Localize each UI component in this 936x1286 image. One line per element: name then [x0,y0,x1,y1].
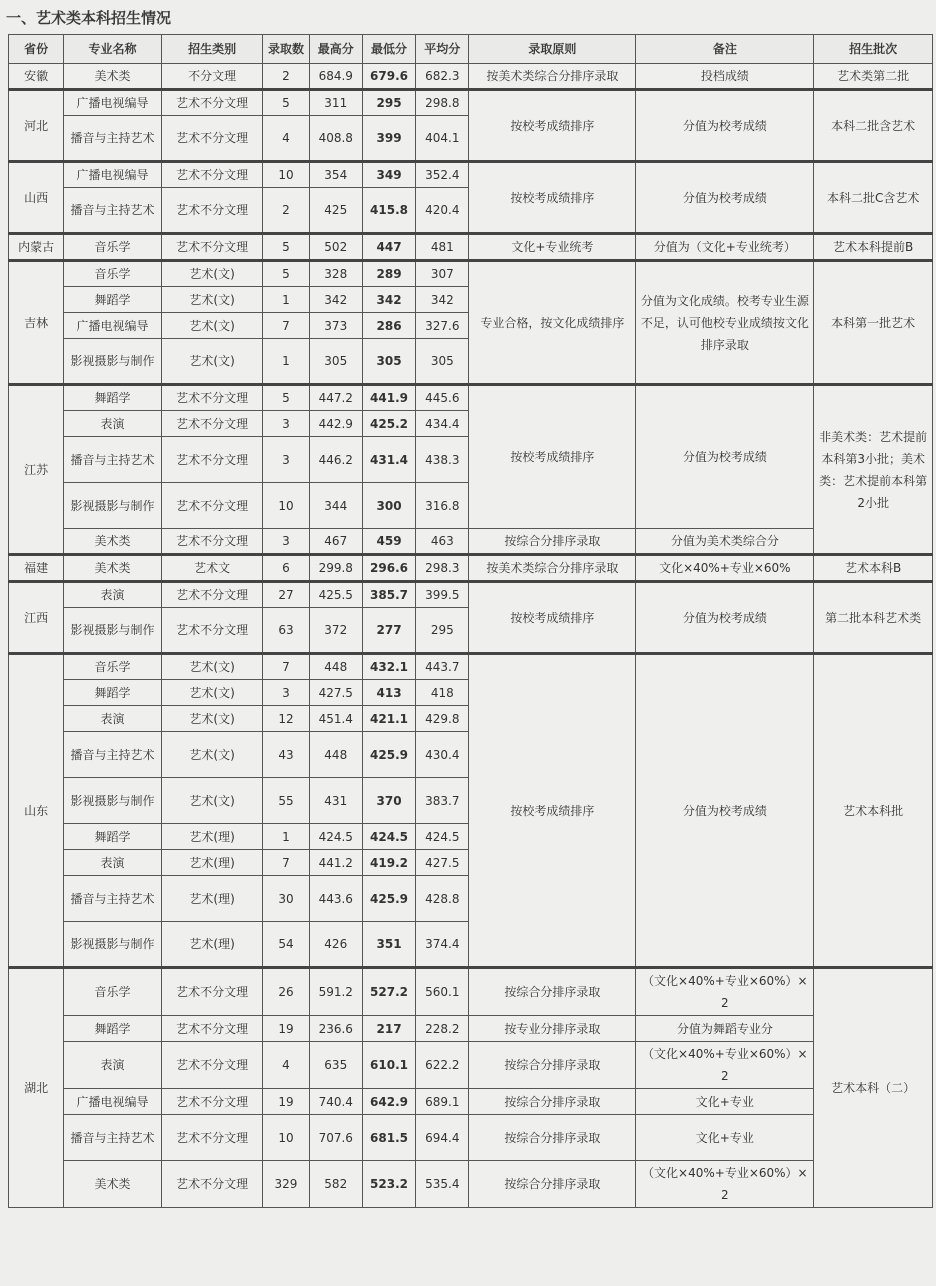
max-score-cell: 408.8 [309,116,362,162]
batch-cell: 非美术类：艺术提前本科第3小批；美术类：艺术提前本科第2小批 [814,385,933,555]
principle-cell: 按校考成绩排序 [469,582,636,654]
min-score-cell: 295 [362,90,415,116]
count-cell: 10 [263,162,309,188]
count-cell: 1 [263,287,309,313]
min-score-cell: 289 [362,261,415,287]
avg-score-cell: 463 [416,529,469,555]
count-cell: 5 [263,385,309,411]
note-cell: （文化×40%+专业×60%）×2 [636,968,814,1016]
category-cell: 艺术不分文理 [161,483,263,529]
min-score-cell: 217 [362,1016,415,1042]
major-cell: 美术类 [64,1161,162,1208]
count-cell: 4 [263,1042,309,1089]
table-row [9,555,933,582]
table-row [9,654,933,680]
avg-score-cell: 298.3 [416,555,469,582]
avg-score-cell: 307 [416,261,469,287]
max-score-cell: 448 [309,654,362,680]
min-score-cell: 421.1 [362,706,415,732]
category-cell: 艺术(文) [161,654,263,680]
major-cell: 播音与主持艺术 [64,188,162,234]
major-cell: 播音与主持艺术 [64,116,162,162]
count-cell: 6 [263,555,309,582]
batch-cell: 第二批本科艺术类 [814,582,933,654]
min-score-cell: 425.9 [362,732,415,778]
major-cell: 音乐学 [64,234,162,261]
count-cell: 5 [263,90,309,116]
avg-score-cell: 481 [416,234,469,261]
min-score-cell: 399 [362,116,415,162]
max-score-cell: 451.4 [309,706,362,732]
note-cell: 分值为舞蹈专业分 [636,1016,814,1042]
max-score-cell: 372 [309,608,362,654]
major-cell: 广播电视编导 [64,313,162,339]
count-cell: 10 [263,483,309,529]
count-cell: 4 [263,116,309,162]
count-cell: 27 [263,582,309,608]
category-cell: 艺术(文) [161,287,263,313]
table-row [9,90,933,116]
table-row [9,1042,933,1089]
table-row [9,234,933,261]
min-score-cell: 277 [362,608,415,654]
category-cell: 艺术不分文理 [161,529,263,555]
table-row [9,1161,933,1208]
major-cell: 舞蹈学 [64,287,162,313]
avg-score-cell: 694.4 [416,1115,469,1161]
major-cell: 舞蹈学 [64,680,162,706]
avg-score-cell: 352.4 [416,162,469,188]
batch-cell: 本科二批含艺术 [814,90,933,162]
category-cell: 艺术不分文理 [161,411,263,437]
category-cell: 艺术不分文理 [161,1089,263,1115]
avg-score-cell: 295 [416,608,469,654]
note-cell: 文化+专业 [636,1115,814,1161]
category-cell: 艺术不分文理 [161,582,263,608]
category-cell: 艺术不分文理 [161,90,263,116]
principle-cell: 按综合分排序录取 [469,1042,636,1089]
major-cell: 表演 [64,1042,162,1089]
major-cell: 播音与主持艺术 [64,1115,162,1161]
principle-cell: 专业合格，按文化成绩排序 [469,261,636,385]
max-score-cell: 425.5 [309,582,362,608]
major-cell: 表演 [64,850,162,876]
province-cell: 内蒙古 [9,234,64,261]
note-cell: （文化×40%+专业×60%）×2 [636,1161,814,1208]
province-cell: 河北 [9,90,64,162]
avg-score-cell: 418 [416,680,469,706]
min-score-cell: 415.8 [362,188,415,234]
min-score-cell: 342 [362,287,415,313]
batch-cell: 艺术本科（二） [814,968,933,1208]
avg-score-cell: 404.1 [416,116,469,162]
count-cell: 5 [263,234,309,261]
table-row [9,385,933,411]
major-cell: 音乐学 [64,968,162,1016]
max-score-cell: 441.2 [309,850,362,876]
min-score-cell: 425.2 [362,411,415,437]
province-cell: 江苏 [9,385,64,555]
count-cell: 30 [263,876,309,922]
min-score-cell: 610.1 [362,1042,415,1089]
col-header-avg: 平均分 [416,35,469,64]
province-cell: 福建 [9,555,64,582]
avg-score-cell: 399.5 [416,582,469,608]
category-cell: 艺术(理) [161,850,263,876]
category-cell: 艺术(文) [161,313,263,339]
count-cell: 7 [263,313,309,339]
min-score-cell: 459 [362,529,415,555]
max-score-cell: 305 [309,339,362,385]
min-score-cell: 305 [362,339,415,385]
min-score-cell: 349 [362,162,415,188]
note-cell: （文化×40%+专业×60%）×2 [636,1042,814,1089]
category-cell: 艺术不分文理 [161,608,263,654]
major-cell: 广播电视编导 [64,90,162,116]
col-header-max: 最高分 [309,35,362,64]
table-row [9,529,933,555]
note-cell: 分值为（文化+专业统考） [636,234,814,261]
col-header-batch: 招生批次 [814,35,933,64]
category-cell: 艺术(文) [161,680,263,706]
max-score-cell: 431 [309,778,362,824]
col-header-note: 备注 [636,35,814,64]
avg-score-cell: 298.8 [416,90,469,116]
province-cell: 山东 [9,654,64,968]
col-header-count: 录取数 [263,35,309,64]
count-cell: 26 [263,968,309,1016]
major-cell: 舞蹈学 [64,1016,162,1042]
count-cell: 63 [263,608,309,654]
count-cell: 3 [263,437,309,483]
avg-score-cell: 429.8 [416,706,469,732]
min-score-cell: 300 [362,483,415,529]
category-cell: 艺术不分文理 [161,968,263,1016]
major-cell: 广播电视编导 [64,162,162,188]
category-cell: 艺术不分文理 [161,162,263,188]
max-score-cell: 311 [309,90,362,116]
major-cell: 美术类 [64,64,162,90]
max-score-cell: 424.5 [309,824,362,850]
min-score-cell: 642.9 [362,1089,415,1115]
category-cell: 艺术不分文理 [161,1016,263,1042]
avg-score-cell: 420.4 [416,188,469,234]
table-row [9,968,933,1016]
min-score-cell: 441.9 [362,385,415,411]
min-score-cell: 432.1 [362,654,415,680]
avg-score-cell: 535.4 [416,1161,469,1208]
note-cell: 分值为校考成绩 [636,162,814,234]
min-score-cell: 431.4 [362,437,415,483]
avg-score-cell: 443.7 [416,654,469,680]
avg-score-cell: 342 [416,287,469,313]
col-header-major: 专业名称 [64,35,162,64]
max-score-cell: 447.2 [309,385,362,411]
category-cell: 艺术不分文理 [161,188,263,234]
count-cell: 43 [263,732,309,778]
min-score-cell: 679.6 [362,64,415,90]
category-cell: 艺术(理) [161,876,263,922]
min-score-cell: 447 [362,234,415,261]
section-title: 一、艺术类本科招生情况 [6,9,172,27]
major-cell: 表演 [64,706,162,732]
province-cell: 山西 [9,162,64,234]
min-score-cell: 419.2 [362,850,415,876]
max-score-cell: 707.6 [309,1115,362,1161]
category-cell: 艺术(文) [161,339,263,385]
principle-cell: 按校考成绩排序 [469,654,636,968]
max-score-cell: 502 [309,234,362,261]
category-cell: 艺术(理) [161,922,263,968]
principle-cell: 按综合分排序录取 [469,529,636,555]
max-score-cell: 591.2 [309,968,362,1016]
count-cell: 2 [263,188,309,234]
max-score-cell: 373 [309,313,362,339]
major-cell: 影视摄影与制作 [64,608,162,654]
major-cell: 广播电视编导 [64,1089,162,1115]
major-cell: 表演 [64,411,162,437]
count-cell: 1 [263,824,309,850]
min-score-cell: 351 [362,922,415,968]
major-cell: 美术类 [64,529,162,555]
max-score-cell: 236.6 [309,1016,362,1042]
max-score-cell: 354 [309,162,362,188]
category-cell: 艺术不分文理 [161,1115,263,1161]
batch-cell: 艺术本科提前B [814,234,933,261]
count-cell: 12 [263,706,309,732]
max-score-cell: 442.9 [309,411,362,437]
category-cell: 艺术不分文理 [161,1042,263,1089]
category-cell: 艺术不分文理 [161,234,263,261]
count-cell: 3 [263,680,309,706]
principle-cell: 按校考成绩排序 [469,162,636,234]
principle-cell: 按校考成绩排序 [469,385,636,529]
max-score-cell: 342 [309,287,362,313]
max-score-cell: 740.4 [309,1089,362,1115]
count-cell: 1 [263,339,309,385]
batch-cell: 本科二批C含艺术 [814,162,933,234]
min-score-cell: 424.5 [362,824,415,850]
header-row [9,35,933,64]
province-cell: 湖北 [9,968,64,1208]
batch-cell: 艺术本科B [814,555,933,582]
avg-score-cell: 316.8 [416,483,469,529]
note-cell: 投档成绩 [636,64,814,90]
principle-cell: 按综合分排序录取 [469,968,636,1016]
category-cell: 不分文理 [161,64,263,90]
principle-cell: 按美术类综合分排序录取 [469,555,636,582]
admission-table [8,34,933,1208]
major-cell: 舞蹈学 [64,385,162,411]
province-cell: 江西 [9,582,64,654]
count-cell: 19 [263,1016,309,1042]
principle-cell: 按综合分排序录取 [469,1161,636,1208]
note-cell: 分值为美术类综合分 [636,529,814,555]
min-score-cell: 523.2 [362,1161,415,1208]
min-score-cell: 681.5 [362,1115,415,1161]
avg-score-cell: 228.2 [416,1016,469,1042]
min-score-cell: 286 [362,313,415,339]
major-cell: 音乐学 [64,261,162,287]
batch-cell: 艺术类第二批 [814,64,933,90]
major-cell: 影视摄影与制作 [64,778,162,824]
table-row [9,64,933,90]
max-score-cell: 684.9 [309,64,362,90]
province-cell: 吉林 [9,261,64,385]
max-score-cell: 328 [309,261,362,287]
col-header-min: 最低分 [362,35,415,64]
note-cell: 文化+专业 [636,1089,814,1115]
table-row [9,162,933,188]
note-cell: 分值为校考成绩 [636,582,814,654]
major-cell: 音乐学 [64,654,162,680]
avg-score-cell: 682.3 [416,64,469,90]
avg-score-cell: 427.5 [416,850,469,876]
category-cell: 艺术(文) [161,261,263,287]
max-score-cell: 448 [309,732,362,778]
province-cell: 安徽 [9,64,64,90]
max-score-cell: 425 [309,188,362,234]
min-score-cell: 370 [362,778,415,824]
count-cell: 19 [263,1089,309,1115]
avg-score-cell: 424.5 [416,824,469,850]
count-cell: 2 [263,64,309,90]
max-score-cell: 467 [309,529,362,555]
note-cell: 分值为校考成绩 [636,654,814,968]
category-cell: 艺术不分文理 [161,1161,263,1208]
avg-score-cell: 374.4 [416,922,469,968]
note-cell: 文化×40%+专业×60% [636,555,814,582]
count-cell: 3 [263,411,309,437]
principle-cell: 文化+专业统考 [469,234,636,261]
count-cell: 7 [263,654,309,680]
principle-cell: 按美术类综合分排序录取 [469,64,636,90]
batch-cell: 本科第一批艺术 [814,261,933,385]
table-row [9,582,933,608]
major-cell: 影视摄影与制作 [64,922,162,968]
category-cell: 艺术(文) [161,732,263,778]
count-cell: 7 [263,850,309,876]
min-score-cell: 296.6 [362,555,415,582]
col-header-principle: 录取原则 [469,35,636,64]
max-score-cell: 443.6 [309,876,362,922]
major-cell: 播音与主持艺术 [64,876,162,922]
avg-score-cell: 383.7 [416,778,469,824]
max-score-cell: 446.2 [309,437,362,483]
min-score-cell: 385.7 [362,582,415,608]
max-score-cell: 427.5 [309,680,362,706]
avg-score-cell: 434.4 [416,411,469,437]
principle-cell: 按综合分排序录取 [469,1115,636,1161]
category-cell: 艺术(文) [161,778,263,824]
category-cell: 艺术文 [161,555,263,582]
major-cell: 影视摄影与制作 [64,483,162,529]
note-cell: 分值为校考成绩 [636,90,814,162]
major-cell: 播音与主持艺术 [64,732,162,778]
major-cell: 舞蹈学 [64,824,162,850]
principle-cell: 按校考成绩排序 [469,90,636,162]
avg-score-cell: 305 [416,339,469,385]
max-score-cell: 299.8 [309,555,362,582]
max-score-cell: 635 [309,1042,362,1089]
table-row [9,1089,933,1115]
category-cell: 艺术(文) [161,706,263,732]
avg-score-cell: 445.6 [416,385,469,411]
table-row [9,1115,933,1161]
max-score-cell: 344 [309,483,362,529]
note-cell: 分值为校考成绩 [636,385,814,529]
min-score-cell: 527.2 [362,968,415,1016]
col-header-province: 省份 [9,35,64,64]
major-cell: 播音与主持艺术 [64,437,162,483]
min-score-cell: 425.9 [362,876,415,922]
max-score-cell: 582 [309,1161,362,1208]
count-cell: 55 [263,778,309,824]
avg-score-cell: 622.2 [416,1042,469,1089]
count-cell: 54 [263,922,309,968]
count-cell: 3 [263,529,309,555]
min-score-cell: 413 [362,680,415,706]
category-cell: 艺术不分文理 [161,385,263,411]
category-cell: 艺术(理) [161,824,263,850]
category-cell: 艺术不分文理 [161,116,263,162]
note-cell: 分值为文化成绩。校考专业生源不足，认可他校专业成绩按文化排序录取 [636,261,814,385]
table-row [9,1016,933,1042]
avg-score-cell: 430.4 [416,732,469,778]
max-score-cell: 426 [309,922,362,968]
avg-score-cell: 438.3 [416,437,469,483]
principle-cell: 按综合分排序录取 [469,1089,636,1115]
batch-cell: 艺术本科批 [814,654,933,968]
avg-score-cell: 560.1 [416,968,469,1016]
table-row [9,261,933,287]
principle-cell: 按专业分排序录取 [469,1016,636,1042]
count-cell: 5 [263,261,309,287]
avg-score-cell: 689.1 [416,1089,469,1115]
avg-score-cell: 327.6 [416,313,469,339]
count-cell: 10 [263,1115,309,1161]
major-cell: 表演 [64,582,162,608]
major-cell: 美术类 [64,555,162,582]
count-cell: 329 [263,1161,309,1208]
col-header-category: 招生类别 [161,35,263,64]
avg-score-cell: 428.8 [416,876,469,922]
category-cell: 艺术不分文理 [161,437,263,483]
major-cell: 影视摄影与制作 [64,339,162,385]
